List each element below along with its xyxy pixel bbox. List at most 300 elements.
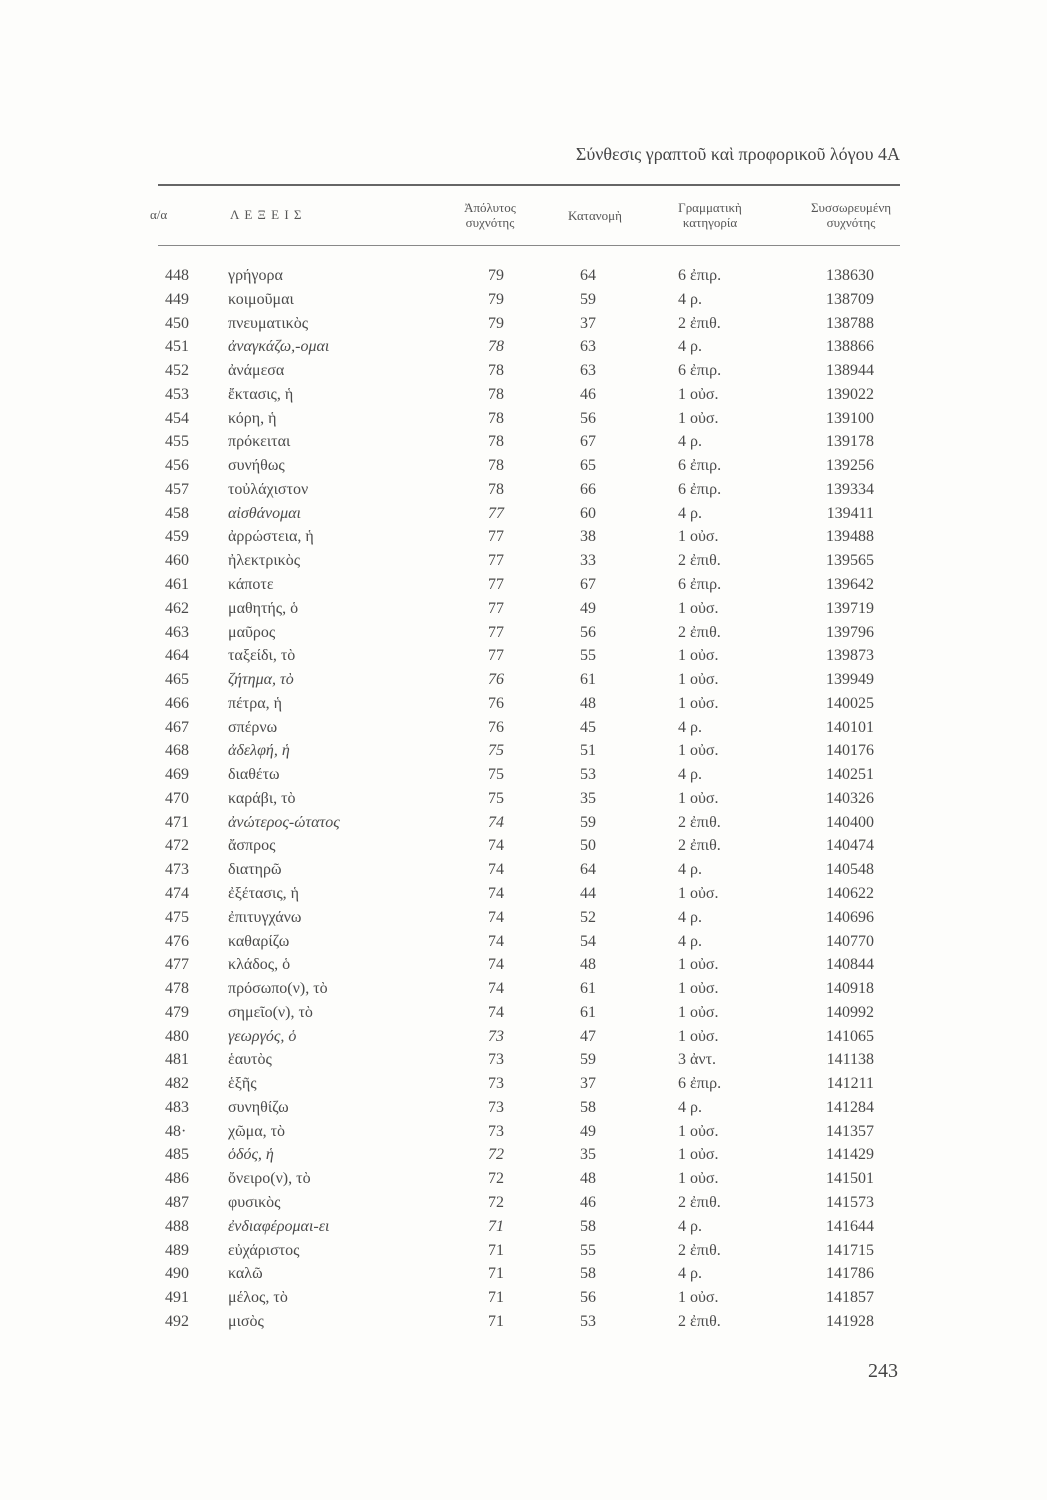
- row-distribution: 66: [580, 480, 596, 498]
- row-absolute-frequency: 79: [488, 290, 504, 308]
- row-number: 448: [165, 267, 189, 284]
- row-word: πέτρα, ἡ: [228, 694, 282, 712]
- row-distribution: 46: [580, 385, 596, 403]
- row-word: ἀνώτερος-ώτατος: [228, 813, 340, 831]
- row-word: κόρη, ἡ: [228, 409, 277, 427]
- table-row: [0, 264, 1047, 288]
- table-row: [0, 312, 1047, 336]
- table-row: [0, 644, 1047, 668]
- row-distribution: 54: [580, 932, 596, 950]
- row-cumulative-frequency: 139178: [826, 433, 874, 451]
- row-category: 1 οὐσ.: [678, 1027, 719, 1045]
- row-category: 1 οὐσ.: [678, 980, 719, 998]
- row-number: 455: [165, 433, 189, 451]
- row-absolute-frequency: 73: [488, 1098, 504, 1116]
- row-word: ἠλεκτρικὸς: [228, 552, 301, 570]
- row-number: 482: [165, 1075, 189, 1093]
- row-absolute-frequency: 71: [488, 1241, 504, 1259]
- col-header-words: Λ Ε Ξ Ε Ι Σ: [230, 207, 303, 222]
- row-absolute-frequency: 79: [488, 314, 504, 332]
- row-cumulative-frequency: 140474: [826, 837, 874, 855]
- row-distribution: 47: [580, 1027, 596, 1045]
- row-distribution: 46: [580, 1194, 596, 1212]
- row-number: 464: [165, 647, 189, 665]
- row-category: 4 ρ.: [678, 338, 702, 356]
- row-cumulative-frequency: 141284: [826, 1098, 874, 1116]
- row-cumulative-frequency: 140025: [826, 694, 874, 712]
- table-row: [0, 977, 1047, 1001]
- row-cumulative-frequency: 139949: [826, 671, 874, 689]
- row-distribution: 52: [580, 908, 596, 926]
- row-distribution: 61: [580, 980, 596, 998]
- row-category: 4 ρ.: [678, 718, 702, 736]
- row-distribution: 56: [580, 409, 596, 427]
- row-word: ὁδός, ἡ: [228, 1146, 274, 1164]
- row-cumulative-frequency: 138709: [826, 290, 874, 308]
- row-distribution: 48: [580, 1170, 596, 1188]
- row-category: 4 ρ.: [678, 1098, 702, 1116]
- row-word: ἐπιτυγχάνω: [228, 908, 302, 926]
- row-cumulative-frequency: 138866: [826, 338, 874, 356]
- row-cumulative-frequency: 139873: [826, 647, 874, 665]
- row-number: 449: [165, 290, 189, 308]
- table-row: [0, 1001, 1047, 1025]
- table-row: [0, 906, 1047, 930]
- row-absolute-frequency: 78: [488, 409, 504, 427]
- table-row: [0, 597, 1047, 621]
- table-row: [0, 1239, 1047, 1263]
- row-number: 487: [165, 1194, 189, 1212]
- page-number: 243: [868, 1360, 898, 1382]
- row-word: ὄνειρο(ν), τὸ: [228, 1170, 311, 1188]
- row-absolute-frequency: 73: [488, 1027, 504, 1045]
- row-word: ἔκτασις, ἡ: [228, 385, 294, 403]
- row-word: καθαρίζω: [228, 932, 290, 950]
- row-word: συνηθίζω: [228, 1098, 289, 1116]
- row-distribution: 49: [580, 1122, 596, 1140]
- row-number: 492: [165, 1312, 189, 1330]
- row-distribution: 63: [580, 362, 596, 380]
- row-absolute-frequency: 73: [488, 1122, 504, 1140]
- row-distribution: 67: [580, 576, 596, 593]
- row-category: 2 ἐπιθ.: [678, 837, 721, 855]
- row-number: 489: [165, 1241, 189, 1259]
- row-category: 6 ἐπιρ.: [678, 576, 722, 593]
- row-number: 479: [165, 1003, 189, 1021]
- row-distribution: 49: [580, 599, 596, 617]
- table-row: [0, 1096, 1047, 1120]
- row-absolute-frequency: 74: [488, 861, 504, 879]
- table-row: [0, 953, 1047, 977]
- row-cumulative-frequency: 141786: [826, 1265, 874, 1283]
- row-absolute-frequency: 71: [488, 1265, 504, 1283]
- row-distribution: 35: [580, 789, 596, 807]
- row-distribution: 55: [580, 1241, 596, 1259]
- row-number: 450: [165, 314, 189, 332]
- row-distribution: 59: [580, 290, 596, 308]
- table-row: [0, 335, 1047, 359]
- row-cumulative-frequency: 140622: [826, 885, 874, 903]
- row-absolute-frequency: 74: [488, 932, 504, 950]
- row-number: 485: [165, 1146, 189, 1164]
- row-category: 1 οὐσ.: [678, 647, 719, 665]
- table-row: [0, 1048, 1047, 1072]
- row-absolute-frequency: 77: [488, 599, 504, 617]
- row-word: ταξείδι, τὸ: [228, 647, 296, 665]
- row-word: γρήγορα: [228, 267, 283, 284]
- row-absolute-frequency: 75: [488, 742, 504, 760]
- row-distribution: 58: [580, 1265, 596, 1283]
- row-word: διατηρῶ: [228, 861, 282, 879]
- row-cumulative-frequency: 141857: [826, 1289, 874, 1307]
- running-title: Σύνθεσις γραπτοῦ καὶ προφορικοῦ λόγου 4Α: [575, 144, 900, 164]
- row-category: 4 ρ.: [678, 908, 702, 926]
- row-category: 3 ἀντ.: [678, 1051, 717, 1069]
- table-row: [0, 549, 1047, 573]
- row-word: καλῶ: [228, 1265, 263, 1283]
- row-number: 454: [165, 409, 189, 427]
- row-category: 4 ρ.: [678, 1265, 702, 1283]
- row-absolute-frequency: 74: [488, 908, 504, 926]
- row-cumulative-frequency: 139256: [826, 457, 874, 475]
- row-word: τοὐλάχιστον: [228, 480, 309, 498]
- table-row: [0, 1072, 1047, 1096]
- row-absolute-frequency: 77: [488, 576, 504, 593]
- row-absolute-frequency: 74: [488, 837, 504, 855]
- row-number: 459: [165, 528, 189, 546]
- row-category: 1 οὐσ.: [678, 956, 719, 974]
- row-cumulative-frequency: 141357: [826, 1122, 874, 1140]
- row-category: 1 οὐσ.: [678, 1289, 719, 1307]
- table-row: [0, 692, 1047, 716]
- row-category: 2 ἐπιθ.: [678, 1241, 721, 1259]
- row-category: 6 ἐπιρ.: [678, 457, 722, 475]
- row-distribution: 58: [580, 1098, 596, 1116]
- row-distribution: 60: [580, 504, 596, 522]
- row-cumulative-frequency: 140696: [826, 908, 874, 926]
- row-distribution: 65: [580, 457, 596, 475]
- row-cumulative-frequency: 141501: [826, 1170, 874, 1188]
- row-number: 467: [165, 718, 189, 736]
- row-category: 2 ἐπιθ.: [678, 1312, 721, 1330]
- table-row: [0, 430, 1047, 454]
- col-header-category-line2: κατηγορία: [682, 215, 738, 230]
- table-row: [0, 882, 1047, 906]
- row-cumulative-frequency: 140918: [826, 980, 874, 998]
- row-word: καράβι, τὸ: [228, 789, 296, 807]
- row-number: 461: [165, 576, 189, 593]
- row-word: ζήτημα, τὸ: [228, 671, 294, 689]
- row-cumulative-frequency: 141715: [826, 1241, 874, 1259]
- row-absolute-frequency: 71: [488, 1312, 504, 1330]
- row-cumulative-frequency: 139796: [826, 623, 874, 641]
- row-category: 2 ἐπιθ.: [678, 314, 721, 332]
- row-cumulative-frequency: 140770: [826, 932, 874, 950]
- row-number: 474: [165, 885, 189, 903]
- row-word: πνευματικὸς: [228, 314, 309, 332]
- row-number: 473: [165, 861, 189, 879]
- row-number: 491: [165, 1289, 189, 1307]
- row-number: 481: [165, 1051, 189, 1069]
- col-header-distribution: Κατανομὴ: [568, 208, 622, 223]
- row-absolute-frequency: 78: [488, 338, 504, 356]
- row-distribution: 33: [580, 552, 596, 570]
- top-rule: [158, 184, 900, 186]
- row-number: 462: [165, 599, 189, 617]
- row-absolute-frequency: 71: [488, 1217, 504, 1235]
- row-cumulative-frequency: 138944: [826, 362, 874, 380]
- row-cumulative-frequency: 140326: [826, 789, 874, 807]
- row-number: 471: [165, 813, 189, 831]
- row-cumulative-frequency: 139334: [826, 480, 874, 498]
- row-distribution: 61: [580, 671, 596, 689]
- row-category: 1 οὐσ.: [678, 742, 719, 760]
- row-category: 4 ρ.: [678, 504, 702, 522]
- table-row: [0, 1262, 1047, 1286]
- row-distribution: 53: [580, 1312, 596, 1330]
- row-cumulative-frequency: 139100: [826, 409, 874, 427]
- row-absolute-frequency: 73: [488, 1075, 504, 1093]
- row-word: ἀνάμεσα: [228, 362, 285, 380]
- row-cumulative-frequency: 140992: [826, 1003, 874, 1021]
- row-category: 4 ρ.: [678, 433, 702, 451]
- row-category: 4 ρ.: [678, 932, 702, 950]
- row-distribution: 37: [580, 314, 596, 332]
- row-category: 2 ἐπιθ.: [678, 1194, 721, 1212]
- row-word: ἑαυτὸς: [228, 1051, 272, 1069]
- row-category: 4 ρ.: [678, 861, 702, 879]
- row-number: 469: [165, 766, 189, 784]
- row-category: 1 οὐσ.: [678, 1146, 719, 1164]
- table-row: [0, 739, 1047, 763]
- row-word: διαθέτω: [228, 766, 280, 784]
- row-absolute-frequency: 74: [488, 885, 504, 903]
- table-row: [0, 525, 1047, 549]
- row-word: μαῦρος: [228, 623, 276, 641]
- row-number: 488: [165, 1217, 189, 1235]
- row-number: 486: [165, 1170, 189, 1188]
- row-category: 2 ἐπιθ.: [678, 813, 721, 831]
- row-absolute-frequency: 78: [488, 385, 504, 403]
- row-absolute-frequency: 76: [488, 694, 504, 712]
- row-distribution: 35: [580, 1146, 596, 1164]
- table-row: [0, 716, 1047, 740]
- table-row: [0, 383, 1047, 407]
- col-header-absolute-line1: Ἀπόλυτος: [464, 200, 516, 215]
- row-number: 457: [165, 480, 189, 498]
- row-number: 472: [165, 837, 189, 855]
- table-row: [0, 454, 1047, 478]
- row-word: ἄσπρος: [228, 837, 276, 855]
- row-distribution: 38: [580, 528, 596, 546]
- row-distribution: 56: [580, 1289, 596, 1307]
- row-distribution: 59: [580, 1051, 596, 1069]
- row-number: 490: [165, 1265, 189, 1283]
- row-cumulative-frequency: 139022: [826, 385, 874, 403]
- row-distribution: 61: [580, 1003, 596, 1021]
- row-cumulative-frequency: 141211: [826, 1075, 874, 1093]
- row-category: 1 οὐσ.: [678, 1170, 719, 1188]
- table-row: [0, 834, 1047, 858]
- row-distribution: 53: [580, 766, 596, 784]
- col-header-cumulative-line2: συχνότης: [826, 215, 876, 230]
- row-category: 1 οὐσ.: [678, 599, 719, 617]
- row-distribution: 48: [580, 956, 596, 974]
- table-row: [0, 1143, 1047, 1167]
- row-cumulative-frequency: 138788: [826, 314, 874, 332]
- row-absolute-frequency: 77: [488, 528, 504, 546]
- row-word: πρόσωπο(ν), τὸ: [228, 980, 328, 998]
- table-row: [0, 930, 1047, 954]
- row-category: 6 ἐπιρ.: [678, 267, 722, 284]
- row-number: 458: [165, 504, 189, 522]
- row-category: 1 οὐσ.: [678, 528, 719, 546]
- row-category: 1 οὐσ.: [678, 409, 719, 427]
- row-word: κάποτε: [228, 576, 274, 593]
- row-word: εὐχάριστος: [228, 1241, 300, 1259]
- row-distribution: 44: [580, 885, 596, 903]
- row-absolute-frequency: 72: [488, 1194, 504, 1212]
- col-header-absolute: [440, 200, 540, 230]
- row-cumulative-frequency: 139719: [826, 599, 874, 617]
- row-cumulative-frequency: 140400: [826, 813, 874, 831]
- table-row: [0, 1286, 1047, 1310]
- row-number: 475: [165, 908, 189, 926]
- row-number: 476: [165, 932, 189, 950]
- row-number: 451: [165, 338, 189, 356]
- row-absolute-frequency: 77: [488, 552, 504, 570]
- row-absolute-frequency: 77: [488, 647, 504, 665]
- table-row: [0, 573, 1047, 597]
- table-row: [0, 407, 1047, 431]
- row-word: κλάδος, ὁ: [228, 956, 291, 974]
- row-cumulative-frequency: 140251: [826, 766, 874, 784]
- row-absolute-frequency: 79: [488, 267, 504, 284]
- row-cumulative-frequency: 139488: [826, 528, 874, 546]
- row-category: 6 ἐπιρ.: [678, 480, 722, 498]
- row-distribution: 37: [580, 1075, 596, 1093]
- row-cumulative-frequency: 140176: [826, 742, 874, 760]
- row-category: 2 ἐπιθ.: [678, 623, 721, 641]
- table-row: [0, 359, 1047, 383]
- row-category: 1 οὐσ.: [678, 385, 719, 403]
- row-number: 456: [165, 457, 189, 475]
- row-word: μισὸς: [228, 1312, 264, 1330]
- col-header-number: α/α: [150, 207, 168, 222]
- row-number: 477: [165, 956, 189, 974]
- table-row: [0, 1191, 1047, 1215]
- row-distribution: 64: [580, 267, 596, 284]
- table-row: [0, 1120, 1047, 1144]
- row-number: 463: [165, 623, 189, 641]
- row-absolute-frequency: 76: [488, 671, 504, 689]
- row-absolute-frequency: 77: [488, 504, 504, 522]
- table-row: [0, 811, 1047, 835]
- row-category: 1 οὐσ.: [678, 694, 719, 712]
- row-word: σπέρνω: [228, 718, 278, 736]
- row-absolute-frequency: 78: [488, 457, 504, 475]
- row-category: 6 ἐπιρ.: [678, 1075, 722, 1093]
- row-cumulative-frequency: 138630: [826, 267, 874, 284]
- row-category: 1 οὐσ.: [678, 1003, 719, 1021]
- row-absolute-frequency: 71: [488, 1289, 504, 1307]
- row-word: ἐνδιαφέρομαι-ει: [228, 1217, 330, 1235]
- row-absolute-frequency: 76: [488, 718, 504, 736]
- row-absolute-frequency: 77: [488, 623, 504, 641]
- row-distribution: 56: [580, 623, 596, 641]
- table-row: [0, 668, 1047, 692]
- row-cumulative-frequency: 141429: [826, 1146, 874, 1164]
- row-word: ἀδελφή, ἡ: [228, 742, 290, 760]
- row-cumulative-frequency: 139411: [826, 504, 874, 522]
- table-row: [0, 621, 1047, 645]
- row-category: 1 οὐσ.: [678, 789, 719, 807]
- row-number: 470: [165, 789, 189, 807]
- row-absolute-frequency: 74: [488, 1003, 504, 1021]
- row-absolute-frequency: 78: [488, 433, 504, 451]
- row-cumulative-frequency: 139565: [826, 552, 874, 570]
- row-cumulative-frequency: 140844: [826, 956, 874, 974]
- row-absolute-frequency: 72: [488, 1146, 504, 1164]
- row-distribution: 67: [580, 433, 596, 451]
- row-distribution: 58: [580, 1217, 596, 1235]
- row-word: ἑξῆς: [228, 1075, 257, 1093]
- col-header-cumulative: [795, 200, 907, 230]
- row-word: συνήθως: [228, 457, 285, 475]
- row-absolute-frequency: 74: [488, 813, 504, 831]
- row-word: ἀρρώστεια, ἡ: [228, 528, 314, 546]
- col-header-absolute-line2: συχνότης: [465, 215, 515, 230]
- row-distribution: 45: [580, 718, 596, 736]
- row-distribution: 48: [580, 694, 596, 712]
- row-cumulative-frequency: 139642: [826, 576, 874, 593]
- row-absolute-frequency: 74: [488, 980, 504, 998]
- row-absolute-frequency: 78: [488, 480, 504, 498]
- table-row: [0, 288, 1047, 312]
- row-word: αἰσθάνομαι: [228, 504, 301, 522]
- row-category: 6 ἐπιρ.: [678, 362, 722, 380]
- row-category: 1 οὐσ.: [678, 671, 719, 689]
- row-category: 2 ἐπιθ.: [678, 552, 721, 570]
- row-word: μαθητής, ὁ: [228, 599, 299, 617]
- row-distribution: 64: [580, 861, 596, 879]
- row-number: 478: [165, 980, 189, 998]
- row-word: πρόκειται: [228, 433, 291, 451]
- row-absolute-frequency: 78: [488, 362, 504, 380]
- row-absolute-frequency: 75: [488, 789, 504, 807]
- row-word: σημεῖο(ν), τὸ: [228, 1003, 313, 1021]
- row-number: 466: [165, 694, 189, 712]
- col-header-category: [660, 200, 760, 230]
- row-distribution: 63: [580, 338, 596, 356]
- row-category: 4 ρ.: [678, 1217, 702, 1235]
- row-word: γεωργός, ὁ: [228, 1027, 297, 1045]
- row-number: 452: [165, 362, 189, 380]
- col-header-category-line1: Γραμματικὴ: [678, 200, 742, 215]
- row-number: 480: [165, 1027, 189, 1045]
- header-rule: [158, 245, 900, 246]
- row-distribution: 51: [580, 742, 596, 760]
- row-word: φυσικὸς: [228, 1194, 281, 1212]
- row-category: 1 οὐσ.: [678, 885, 719, 903]
- row-distribution: 59: [580, 813, 596, 831]
- row-word: ἀναγκάζω,-ομαι: [228, 338, 330, 356]
- row-number: 483: [165, 1098, 189, 1116]
- table-row: [0, 1025, 1047, 1049]
- row-absolute-frequency: 74: [488, 956, 504, 974]
- row-distribution: 55: [580, 647, 596, 665]
- table-row: [0, 1215, 1047, 1239]
